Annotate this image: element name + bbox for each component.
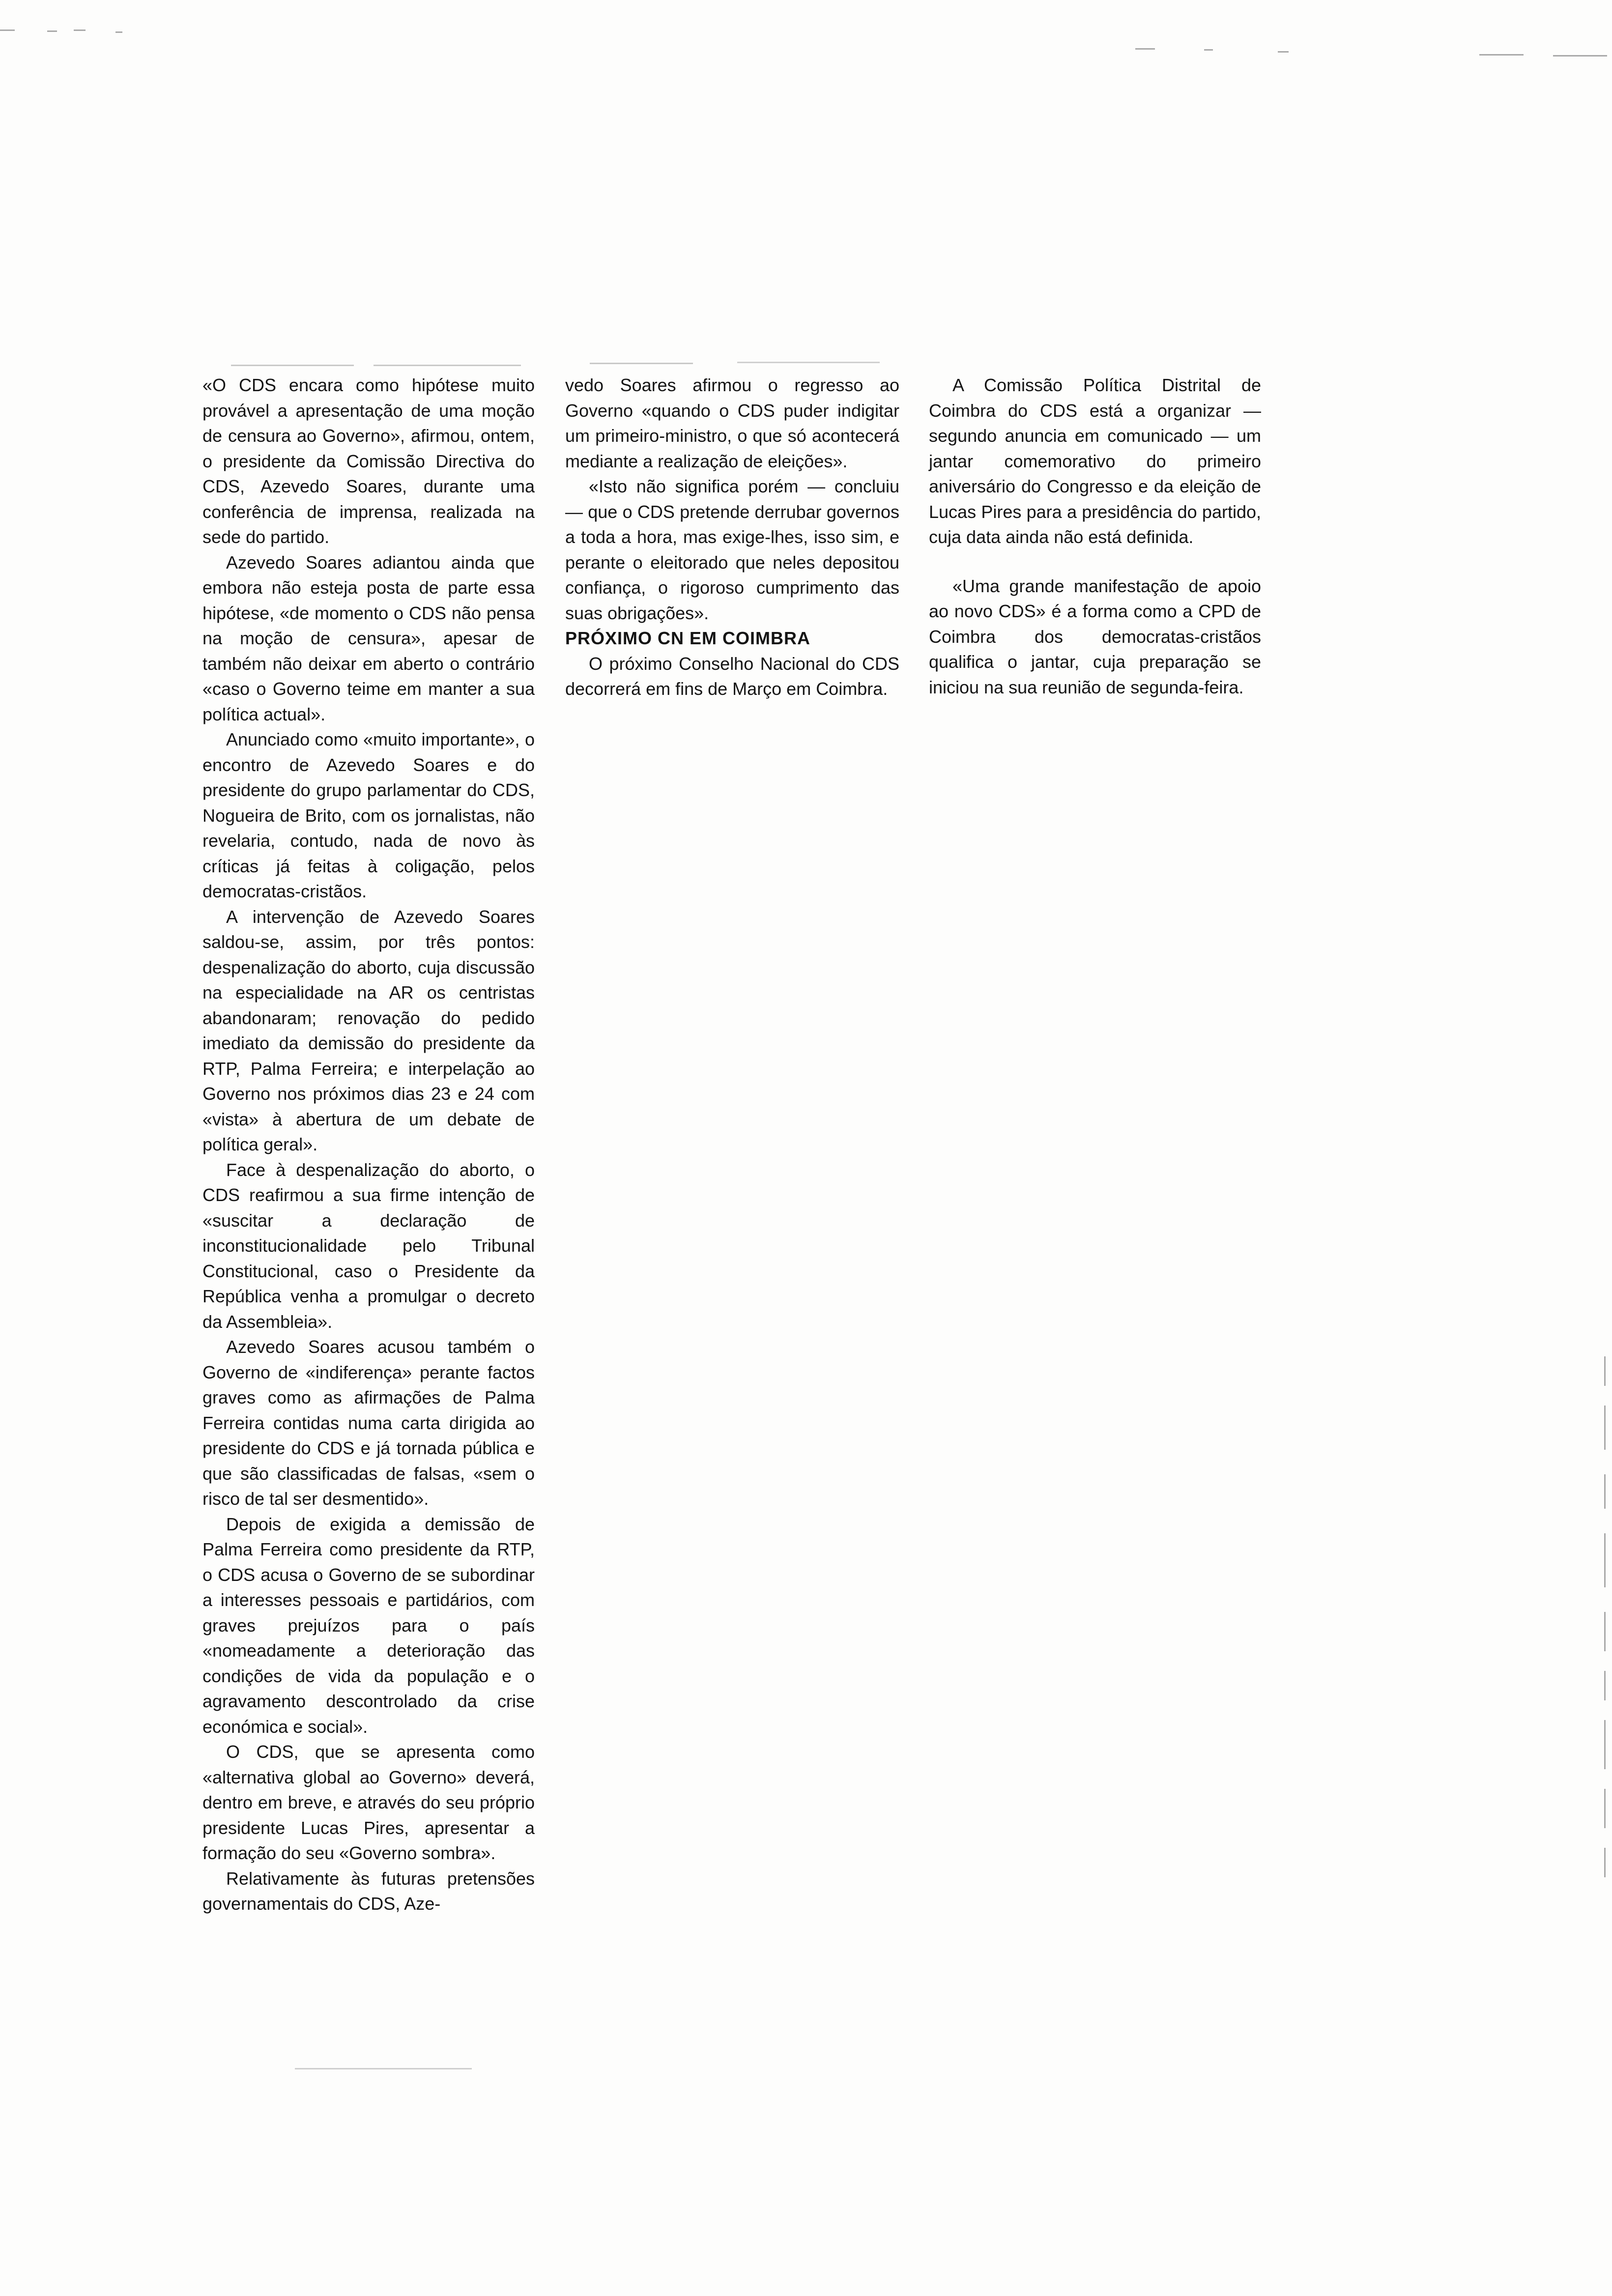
scan-mark <box>1278 51 1289 53</box>
paragraph: O próximo Conselho Nacional do CDS decorrerá em fins de Março em Coimbra. <box>565 653 899 699</box>
paragraph: Azevedo Soares acusou também o Governo de «indiferença» perante factos graves como as afirmações de Palma Ferreira contidas numa carta dirigida ao presidente do CDS e já tornada pública e que são classificadas de falsas, «sem o risco de tal ser desmentido». <box>202 1337 535 1509</box>
scan-mark <box>1604 1356 1606 1386</box>
scan-mark <box>1604 1848 1606 1877</box>
paragraph: «Isto não significa porém — concluiu — que o CDS pretende derrubar governos a toda a hora, mas exige-lhes, isso sim, e perante o eleitorado que neles depositou confiança, o rigoroso cumprimento das suas obrigações». <box>565 476 899 623</box>
paragraph: Depois de exigida a demissão de Palma Ferreira como presidente da RTP, o CDS acusa o Governo de se subordinar a interesses pessoais e partidários, com graves prejuízos para o país «nomeadamente a deterioração das condições de vida da população e o agravamento descontrolado da crise económica e social». <box>202 1514 535 1737</box>
paragraph: Relativamente às futuras pretensões governamentais do CDS, Aze- <box>202 1868 535 1914</box>
paragraph: A Comissão Política Distrital de Coimbra do CDS está a organizar — segundo anuncia em comunicado — um jantar comemorativo do primeiro aniversário do Congresso e da eleição de Lucas Pires para a presidência do partido, cuja data ainda não está definida. <box>929 375 1261 547</box>
scan-mark <box>115 31 122 33</box>
scan-mark <box>737 362 880 363</box>
paragraph: O CDS, que se apresenta como «alternativa global ao Governo» deverá, dentro em breve, e através do seu próprio presidente Lucas Pires, apresentar a formação do seu «Governo sombra». <box>202 1742 535 1863</box>
scan-mark <box>74 29 86 31</box>
scan-mark <box>295 2068 472 2069</box>
paragraph: Azevedo Soares adiantou ainda que embora não esteja posta de parte essa hipótese, «de momento o CDS não pensa na moção de censura», apesar de também não deixar em aberto o contrário «caso o Governo teime em manter a sua política actual». <box>202 552 535 724</box>
scan-mark <box>1604 1789 1606 1828</box>
scan-mark <box>1604 1406 1606 1450</box>
scan-mark <box>1204 49 1213 51</box>
paragraph: A intervenção de Azevedo Soares saldou-se, assim, por três pontos: despenalização do aborto, cuja discussão na especialidade na AR os centristas abandonaram; renovação do pedido imediato da demissão do presidente da RTP, Palma Ferreira; e interpelação ao Governo nos próximos dias 23 e 24 com «vista» à abertura de um debate de política geral». <box>202 906 535 1154</box>
scan-mark <box>1604 1671 1606 1700</box>
article-column-1 <box>202 373 535 1917</box>
article-column-3 <box>929 373 1261 700</box>
scan-mark <box>1553 55 1607 57</box>
scan-mark <box>374 365 521 366</box>
scan-mark <box>47 30 57 32</box>
scan-mark <box>1135 48 1155 50</box>
scan-mark <box>0 29 15 31</box>
scan-mark <box>1604 1612 1606 1651</box>
paragraph: vedo Soares afirmou o regresso ao Governo «quando o CDS puder indigitar um primeiro-ministro, o que só acontecerá mediante a realização de eleições». <box>565 375 899 471</box>
section-subheading: PRÓXIMO CN EM COIMBRA <box>565 628 811 648</box>
scan-mark <box>1479 54 1524 56</box>
paragraph: Face à despenalização do aborto, o CDS reafirmou a sua firme intenção de «suscitar a declaração de inconstitucionalidade pelo Tribunal Constitucional, caso o Presidente da República venha a promulgar o decreto da Assembleia». <box>202 1159 535 1332</box>
paragraph: Anunciado como «muito importante», o encontro de Azevedo Soares e do presidente do grupo parlamentar do CDS, Nogueira de Brito, com os jornalistas, não revelaria, contudo, nada de novo às críticas já feitas à coligação, pelos democratas-cristãos. <box>202 729 535 901</box>
scan-mark <box>1604 1474 1606 1509</box>
paragraph: «O CDS encara como hipótese muito provável a apresentação de uma moção de censura ao Governo», afirmou, ontem, o presidente da Comissão Directiva do CDS, Azevedo Soares, durante uma conferência de imprensa, realizada na sede do partido. <box>202 375 535 547</box>
scan-mark <box>231 365 354 366</box>
scan-mark <box>1604 1533 1606 1587</box>
article-column-2 <box>565 373 899 702</box>
scan-mark <box>1604 1720 1606 1769</box>
scan-mark <box>590 363 693 364</box>
paragraph: «Uma grande manifestação de apoio ao novo CDS» é a forma como a CPD de Coimbra dos democratas-cristãos qualifica o jantar, cuja preparação se iniciou na sua reunião de segunda-feira. <box>929 575 1261 697</box>
